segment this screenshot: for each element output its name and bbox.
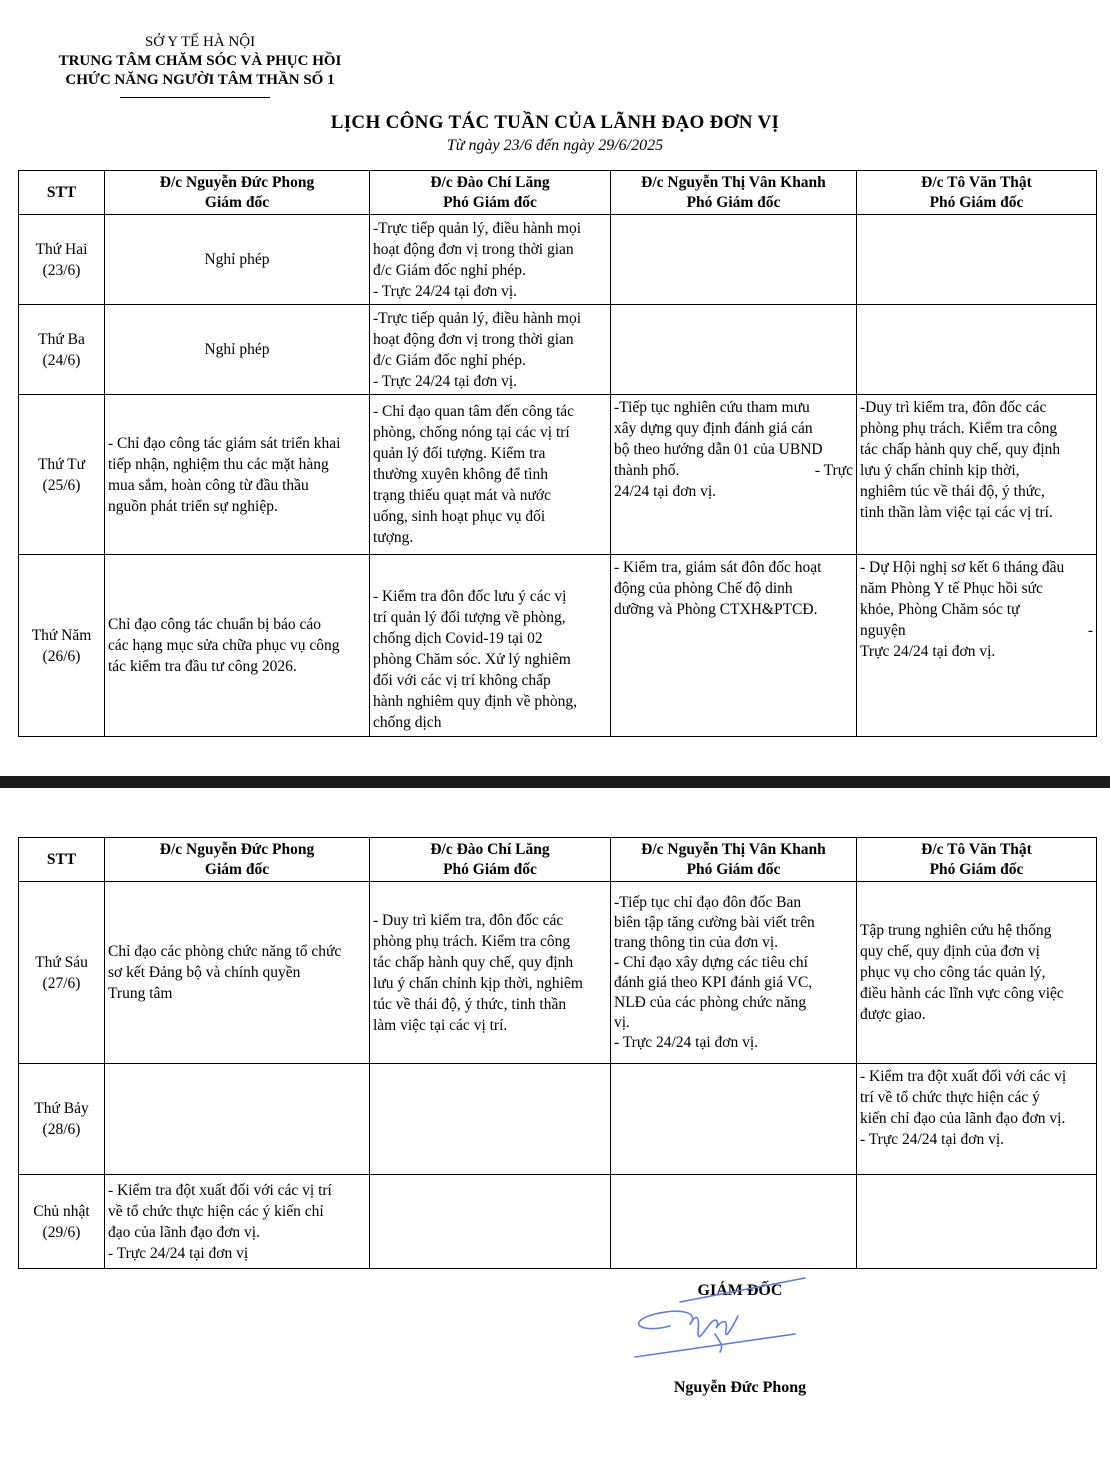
director-cell: - Kiểm tra đột xuất đối với các vị trí về tổ chức thực hiện các ý kiến chỉ đạo của lãnh đạo đơn vị. - Trực 24/24 tại đơn vị xyxy=(105,1175,370,1269)
deputy-lang-cell xyxy=(370,1064,611,1175)
deputy-lang-cell xyxy=(370,1175,611,1269)
unit-name-line1: TRUNG TÂM CHĂM SÓC VÀ PHỤC HỒI xyxy=(58,53,342,69)
deputy-khanh-cell: -Tiếp tục nghiên cứu tham mưu xây dựng quy định đánh giá cán bộ theo hướng dẫn 01 của UBND thành phố. - Trực 24/24 tại đơn vị. xyxy=(611,395,857,555)
deputy-lang-cell: - Chỉ đạo quan tâm đến công tác phòng, chống nóng tại các vị trí quản lý đối tượng. Kiểm tra thường xuyên không để tình trạng thiếu quạt mát và nước uống, sinh hoạt phục vụ đối tượng. xyxy=(370,395,611,555)
deputy-lang-cell: -Trực tiếp quản lý, điều hành mọi hoạt động đơn vị trong thời gian đ/c Giám đốc nghỉ phép. - Trực 24/24 tại đơn vị. xyxy=(370,215,611,305)
handwritten-signature xyxy=(620,1272,820,1364)
table-row xyxy=(19,305,1097,395)
deputy-khanh-cell: - Kiểm tra, giám sát đôn đốc hoạt động của phòng Chế độ dinh dưỡng và Phòng CTXH&PTCĐ. xyxy=(611,555,857,737)
table-header-row xyxy=(19,171,1097,215)
deputy-khanh-cell xyxy=(611,215,857,305)
day-cell: Thứ Bảy (28/6) xyxy=(19,1064,105,1175)
deputy-that-cell xyxy=(857,1175,1097,1269)
director-cell: - Chỉ đạo công tác giám sát triển khai tiếp nhận, nghiệm thu các mặt hàng mua sắm, hoàn công từ đầu thầu nguồn phát triển sự nghiệp. xyxy=(105,395,370,555)
schedule-table-part2 xyxy=(18,837,1097,1269)
signature-strokes xyxy=(635,1278,805,1357)
deputy-that-cell: - Kiểm tra đột xuất đối với các vị trí về tổ chức thực hiện các ý kiến chỉ đạo của lãnh đạo đơn vị. - Trực 24/24 tại đơn vị. xyxy=(857,1064,1097,1175)
director-cell xyxy=(105,1064,370,1175)
col-header-deputy-that: Đ/c Tô Văn Thật Phó Giám đốc xyxy=(857,171,1097,215)
table-row xyxy=(19,215,1097,305)
col-header-director: Đ/c Nguyễn Đức Phong Giám đốc xyxy=(105,171,370,215)
deputy-lang-cell: - Duy trì kiểm tra, đôn đốc các phòng phụ trách. Kiểm tra công tác chấp hành quy chế, quy định lưu ý chấn chỉnh kịp thời, nghiêm túc về thái độ, ý thức, tinh thần làm việc tại các vị trí. xyxy=(370,882,611,1064)
day-cell: Thứ Tư (25/6) xyxy=(19,395,105,555)
director-cell: Nghỉ phép xyxy=(105,305,370,395)
deputy-khanh-cell: -Tiếp tục chỉ đạo đôn đốc Ban biên tập tăng cường bài viết trên trang thông tin của đơn vị. - Chỉ đạo xây dựng các tiêu chí đánh giá theo KPI đánh giá VC, NLĐ của các phòng chức năng vị. - Trực 24/24 tại đơn vị. xyxy=(611,882,857,1064)
date-range: Từ ngày 23/6 đến ngày 29/6/2025 xyxy=(446,137,664,154)
page-title: LỊCH CÔNG TÁC TUẦN CỦA LÃNH ĐẠO ĐƠN VỊ xyxy=(330,112,780,133)
deputy-lang-cell: -Trực tiếp quản lý, điều hành mọi hoạt động đơn vị trong thời gian đ/c Giám đốc nghỉ phép. - Trực 24/24 tại đơn vị. xyxy=(370,305,611,395)
director-cell: Nghỉ phép xyxy=(105,215,370,305)
col-header-deputy-khanh: Đ/c Nguyễn Thị Vân Khanh Phó Giám đốc xyxy=(611,838,857,882)
agency-name: SỞ Y TẾ HÀ NỘI xyxy=(144,34,256,50)
col-header-deputy-khanh: Đ/c Nguyễn Thị Vân Khanh Phó Giám đốc xyxy=(611,171,857,215)
col-header-deputy-lang: Đ/c Đào Chí Lăng Phó Giám đốc xyxy=(370,838,611,882)
deputy-that-cell xyxy=(857,305,1097,395)
col-header-director: Đ/c Nguyễn Đức Phong Giám đốc xyxy=(105,838,370,882)
table-row xyxy=(19,1175,1097,1269)
day-cell: Thứ Năm (26/6) xyxy=(19,555,105,737)
day-cell: Thứ Ba (24/6) xyxy=(19,305,105,395)
unit-name-line2: CHỨC NĂNG NGƯỜI TÂM THẦN SỐ 1 xyxy=(65,72,335,88)
stt-header: STT xyxy=(19,838,105,882)
header-underline xyxy=(120,97,270,98)
director-cell: Chỉ đạo các phòng chức năng tổ chức sơ kết Đảng bộ và chính quyền Trung tâm xyxy=(105,882,370,1064)
table-row xyxy=(19,1064,1097,1175)
screenshot-divider xyxy=(0,776,1110,788)
deputy-that-cell: Tập trung nghiên cứu hệ thống quy chế, quy định của đơn vị phục vụ cho công tác quản lý, điều hành các lĩnh vực công việc được giao. xyxy=(857,882,1097,1064)
signer-name: Nguyễn Đức Phong xyxy=(673,1379,807,1396)
table-row xyxy=(19,555,1097,737)
table-row xyxy=(19,882,1097,1064)
stt-header: STT xyxy=(19,171,105,215)
signer-role: GIÁM ĐỐC xyxy=(697,1282,783,1299)
deputy-khanh-cell xyxy=(611,1064,857,1175)
deputy-lang-cell: - Kiểm tra đôn đốc lưu ý các vị trí quản lý đối tượng về phòng, chống dịch Covid-19 tại 02 phòng Chăm sóc. Xử lý nghiêm đối với các vị trí không chấp hành nghiêm quy định về phòng, chống dịch xyxy=(370,555,611,737)
deputy-khanh-cell xyxy=(611,305,857,395)
deputy-that-cell: -Duy trì kiểm tra, đôn đốc các phòng phụ trách. Kiểm tra công tác chấp hành quy chế, quy định lưu ý chấn chỉnh kịp thời, nghiêm túc về thái độ, ý thức, tinh thần làm việc tại các vị trí. xyxy=(857,395,1097,555)
deputy-khanh-cell xyxy=(611,1175,857,1269)
deputy-that-cell xyxy=(857,215,1097,305)
deputy-that-cell: - Dự Hội nghị sơ kết 6 tháng đầu năm Phòng Y tế Phục hồi sức khỏe, Phòng Chăm sóc tự nguyện - Trực 24/24 tại đơn vị. xyxy=(857,555,1097,737)
table-header-row xyxy=(19,838,1097,882)
table-row xyxy=(19,395,1097,555)
col-header-deputy-lang: Đ/c Đào Chí Lăng Phó Giám đốc xyxy=(370,171,611,215)
day-cell: Thứ Sáu (27/6) xyxy=(19,882,105,1064)
col-header-deputy-that: Đ/c Tô Văn Thật Phó Giám đốc xyxy=(857,838,1097,882)
schedule-table-part1 xyxy=(18,170,1097,737)
day-cell: Thứ Hai (23/6) xyxy=(19,215,105,305)
day-cell: Chủ nhật (29/6) xyxy=(19,1175,105,1269)
director-cell: Chỉ đạo công tác chuẩn bị báo cáo các hạng mục sửa chữa phục vụ công tác kiểm tra đầu tư công 2026. xyxy=(105,555,370,737)
